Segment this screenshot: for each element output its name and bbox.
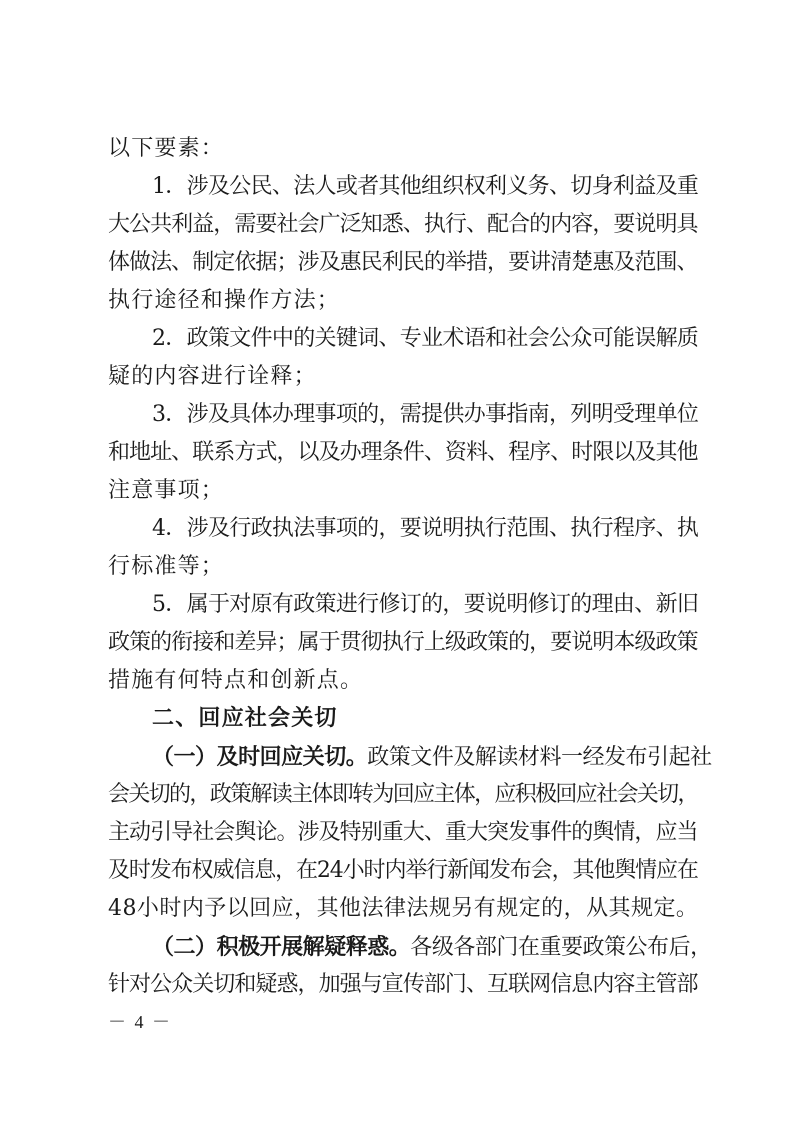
text-line: 2．政策文件中的关键词、专业术语和社会公众可能误解质 [152, 326, 699, 351]
text-line: 1．涉及公民、法人或者其他组织权利义务、切身利益及重 [152, 174, 699, 199]
text-line: 执行途径和操作方法； [108, 288, 341, 313]
text-line: 和地址、联系方式，以及办理条件、资料、程序、时限以及其他 [108, 440, 698, 465]
page-number: － 4 － [108, 1012, 172, 1032]
subheading: （一）及时回应关切。 [152, 744, 368, 770]
paragraph-text: 各级各部门在重要政策公布后， [410, 935, 712, 960]
text-line: 针对公众关切和疑惑，加强与宣传部门、互联网信息内容主管部 [108, 972, 698, 997]
text-line: 4．涉及行政执法事项的，要说明执行范围、执行程序、执 [152, 516, 699, 541]
text-line: 会关切的，政策解读主体即转为回应主体，应积极回应社会关切， [108, 782, 698, 807]
text-line: 疑的内容进行诠释； [108, 364, 317, 389]
paragraph-first-line [152, 932, 712, 963]
text-line: 3．涉及具体办理事项的，需提供办事指南，列明受理单位 [152, 402, 699, 427]
section-heading: 二、回应社会关切 [152, 706, 338, 731]
paragraph-text: 政策文件及解读材料一经发布引起社 [367, 745, 712, 770]
paragraph-first-line [152, 742, 712, 773]
text-line: 大公共利益，需要社会广泛知悉、执行、配合的内容，要说明具 [108, 212, 698, 237]
text-line: 5．属于对原有政策进行修订的，要说明修订的理由、新旧 [152, 592, 699, 617]
text-line: 行标准等； [108, 554, 225, 579]
text-line: 政策的衔接和差异；属于贯彻执行上级政策的，要说明本级政策 [108, 630, 698, 655]
text-line: 主动引导社会舆论。涉及特别重大、重大突发事件的舆情，应当 [108, 820, 698, 845]
text-line: 注意事项； [108, 478, 225, 503]
text-line: 48小时内予以回应，其他法律法规另有规定的，从其规定。 [108, 896, 699, 921]
subheading: （二）积极开展解疑释惑。 [152, 934, 411, 960]
text-line: 及时发布权威信息，在24小时内举行新闻发布会，其他舆情应在 [108, 858, 698, 883]
text-line: 体做法、制定依据；涉及惠民利民的举措，要讲清楚惠及范围、 [108, 250, 698, 275]
text-line: 以下要素： [108, 136, 225, 161]
text-line: 措施有何特点和创新点。 [108, 668, 364, 693]
